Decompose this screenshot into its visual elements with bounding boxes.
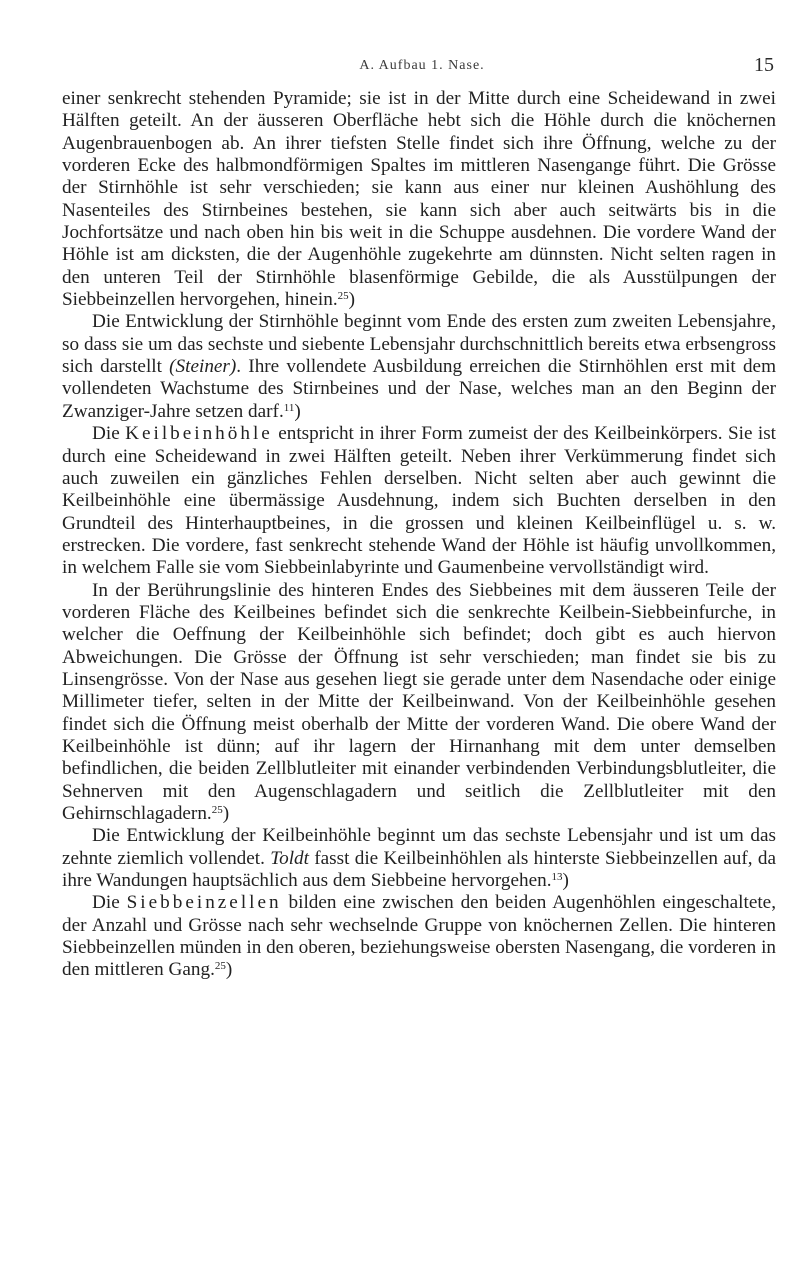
page-number: 15 [754,54,774,76]
text-segment: ) [294,400,301,422]
text-segment: bilden eine zwischen den beiden Augenhöhlen eingeschaltete, der Anzahl und Grösse nach sehr wechselnde Gruppe von knöchernen Zellen. Die hinteren Siebbeinzellen münden in den oberen, beziehungsweise obersten Nasengang, die vorderen in den mittleren Gang. [62,892,776,981]
text-segment: entspricht in ihrer Form zumeist der des Keilbeinkörpers. Sie ist durch eine Scheidewand in zwei Hälften geteilt. Neben ihrer Verkümmerung findet sich auch zuweilen ein gänzliches Fehlen derselben. Nicht selten aber auch gewinnt die Keilbeinhöhle eine übermässige Ausdehnung, indem sich Buchten derselben in den Grundteil des Hinterhauptbeines, in die grossen und kleinen Keilbeinflügel u. s. w. erstrecken. Die vordere, fast senkrecht stehende Wand der Höhle ist häufig unvollkommen, in welchem Falle sie vom Siebbeinlabyrinte und Gaumenbeine vervollständigt wird. [62,423,776,579]
text-segment: . Ihre vollendete Ausbildung erreichen die Stirnhöhlen erst mit dem vollendeten Wachstume des Stirnbeines und der Nase, welches man an den Beginn der Zwanziger-Jahre setzen darf. [62,356,776,422]
text-segment: Keilbeinhöhle [125,423,273,445]
text-segment: Die Entwicklung der Stirnhöhle beginnt vom Ende des ersten zum zweiten Lebensjahre, so dass sie um das sechste und siebente Lebensjahr durchschnittlich bereits etwa erbsengross sich darstellt [62,311,776,378]
text-segment: fasst die Keilbeinhöhlen als hinterste Siebbeinzellen auf, da ihre Wandungen hauptsächlich aus dem Siebbeine hervorgehen. [62,847,776,892]
text-segment: ) [562,870,569,892]
paragraph [62,580,776,826]
text-segment: In der Berührungslinie des hinteren Endes des Siebbeines mit dem äusseren Teile der vorderen Fläche des Keilbeines befindet sich die senkrechte Keilbein-Siebbeinfurche, in welcher die Oeffnung der Keilbeinhöhle sich befindet; doch gibt es auch hiervon Abweichungen. Die Grösse der Öffnung ist sehr verschieden; man findet sie bis zu Linsengrösse. Von der Nase aus gesehen liegt sie gerade unter dem Nasendache oder einige Millimeter tiefer, selten in der Mitte der Keilbeinwand. Von der Keilbeinhöhle gesehen findet sich die Öffnung meist oberhalb der Mitte der vorderen Wand. Die obere Wand der Keilbeinhöhle ist dünn; auf ihr lagern der Hirnanhang mit dem unter demselben befindlichen, die beiden Zellblutleiter mit einander verbindenden Verbindungsblutleiter, die Sehnerven mit den Augenschlagadern und seitlich die Zellblutleiter mit den Gehirnschlagadern. [62,579,776,824]
paragraph [62,825,776,892]
running-title: A. Aufbau 1. Nase. [359,58,485,73]
footnote-ref: 25 [211,804,223,816]
paragraph [62,311,776,423]
text-segment: Siebbeinzellen [126,892,282,914]
text-segment: einer senkrecht stehenden Pyramide; sie ist in der Mitte durch eine Scheidewand in zwei Hälften geteilt. An der äusseren Oberfläche hebt sich die Höhle durch die knöchernen Augenbrauenbogen ab. An ihrer tiefsten Stelle findet sich ihre Öffnung, welche zu der vorderen Ecke des halbmondförmigen Spaltes im mittleren Nasengange führt. Die Grösse der Stirnhöhle ist sehr verschieden; sie kann aus einer nur kleinen Aushöhlung des Nasenteiles des Stirnbeines bestehen, sie kann sich aber auch seitwärts bis in die Jochfortsätze und nach oben hin bis weit in die Schuppe ausdehnen. Die vordere Wand der Höhle ist am dicksten, die der Augenhöhle zugekehrte am dünnsten. Nicht selten ragen in den unteren Teil der Stirnhöhle blasenförmige Gebilde, die als Ausstülpungen der Siebbeinzellen hervorgehen, hinein. [62,88,776,311]
footnote-ref: 13 [551,871,563,884]
footnote-ref: 25 [337,290,349,303]
text-segment: Toldt [270,847,309,869]
body-text [62,88,776,982]
running-head [62,54,782,82]
text-segment: Die [92,892,127,914]
footnote-ref: 25 [214,960,226,973]
text-segment: ) [225,959,233,981]
text-segment: ) [348,289,356,311]
text-segment: Die [92,423,126,445]
text-segment: ) [222,803,230,824]
paragraph [62,88,776,311]
text-segment: (Steiner) [169,356,237,378]
paragraph [62,892,776,981]
paragraph [62,423,776,579]
footnote-ref: 11 [283,401,295,414]
text-segment: Die Entwicklung der Keilbeinhöhle beginnt um das sechste Lebensjahr und ist um das zehnte ziemlich vollendet. [62,825,776,869]
